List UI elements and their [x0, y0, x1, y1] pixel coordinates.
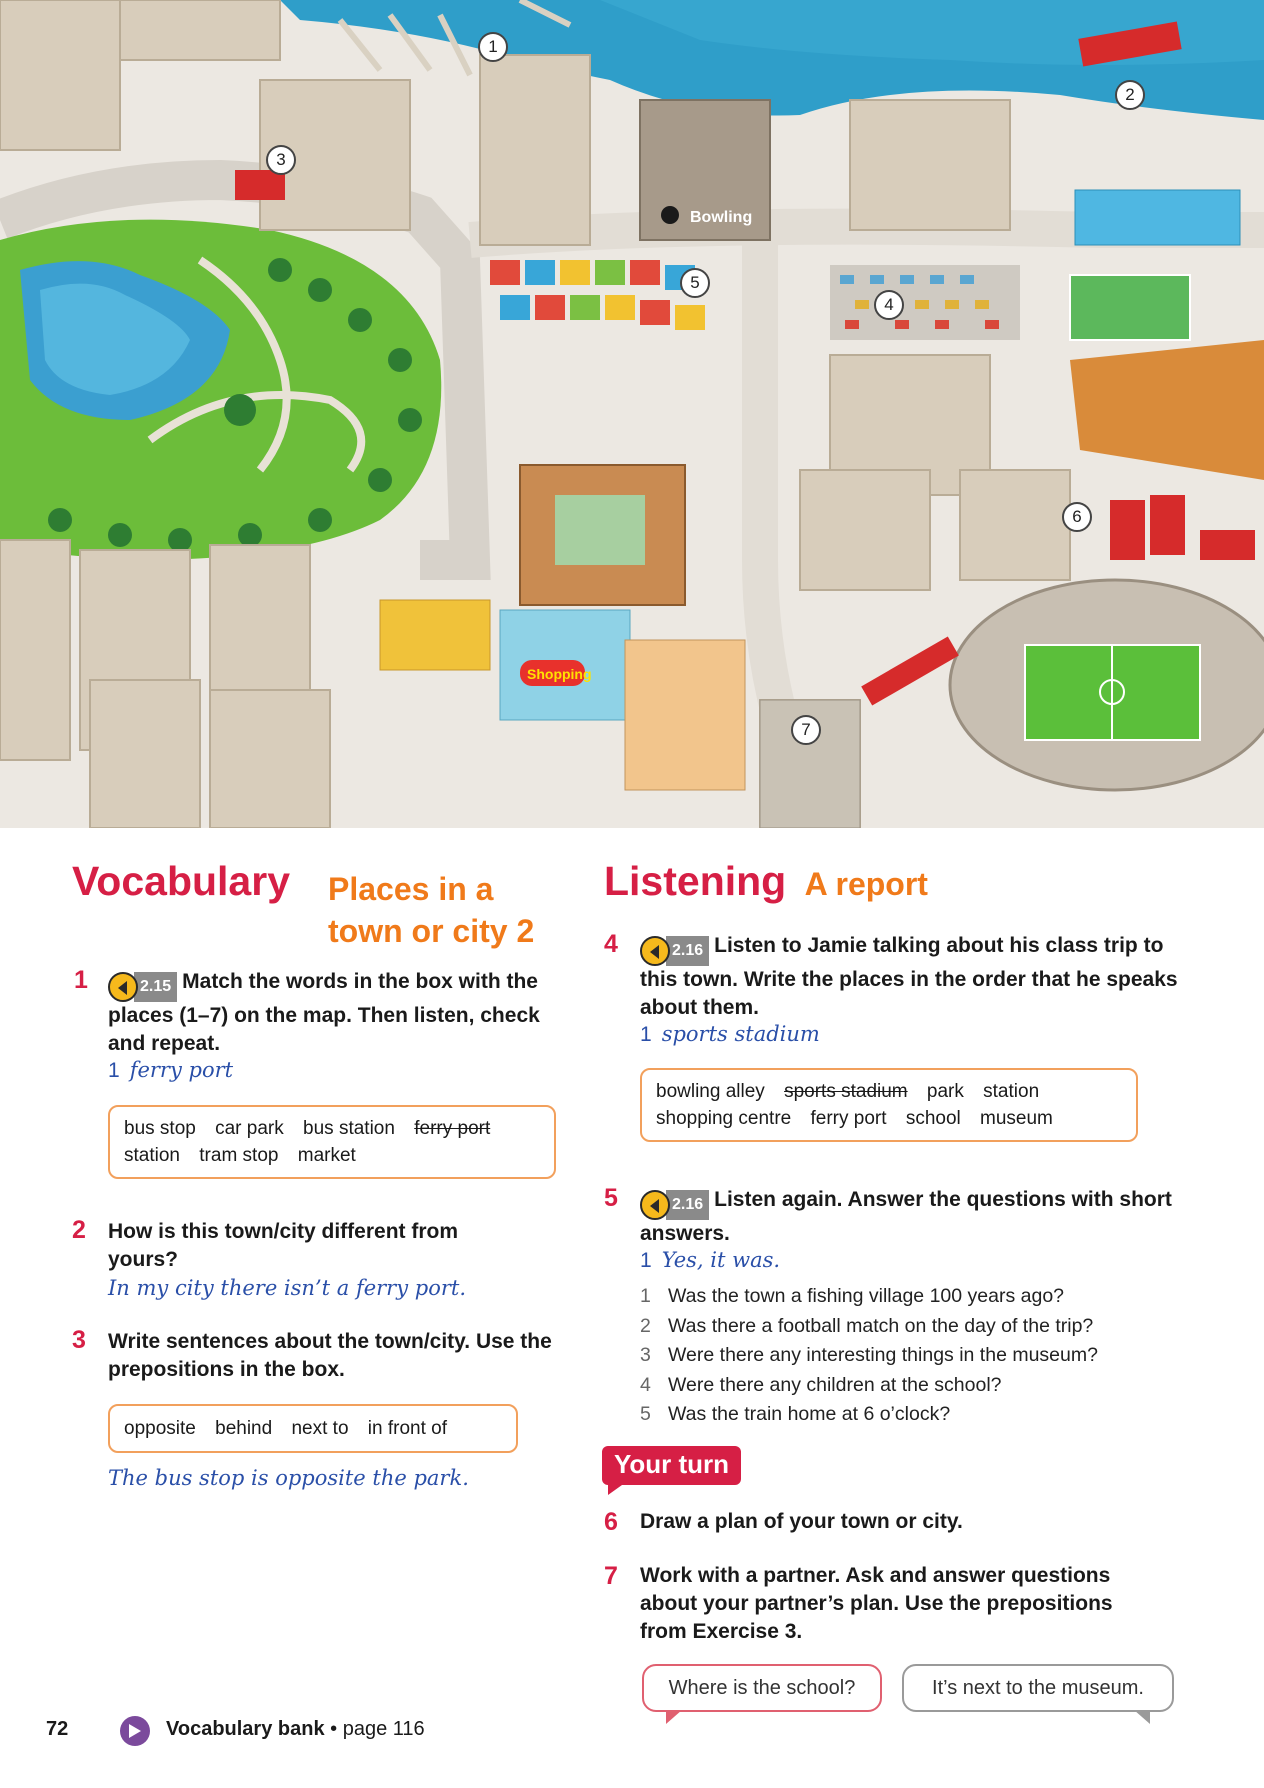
- map-marker-2: 2: [1115, 80, 1145, 110]
- audio-track-2-16-button[interactable]: [640, 936, 709, 966]
- listening-heading: [604, 858, 928, 905]
- preposition-behind: behind: [215, 1418, 273, 1439]
- map-drawing: [0, 0, 1264, 828]
- word-bus-station: bus station: [303, 1118, 395, 1139]
- vocabulary-subtitle: [328, 868, 534, 952]
- question-text: Was the town a fishing village 100 years ago?: [668, 1285, 1065, 1307]
- question-text: Were there any children at the school?: [668, 1373, 1002, 1396]
- town-map-illustration: [0, 0, 1264, 828]
- exercise-5-number: 5: [604, 1184, 618, 1212]
- list-item: [640, 1371, 1200, 1401]
- page-number: 72: [46, 1718, 69, 1740]
- exercise-7-instruction: Work with a partner. Ask and answer questions about your partner’s plan. Use the prepositions from Exercise 3.: [640, 1564, 1113, 1643]
- vocabulary-subtitle-line1: Places in a: [328, 871, 494, 907]
- question-list: [640, 1282, 1200, 1430]
- map-marker-7: 7: [791, 715, 821, 745]
- speech-bubble-question: Where is the school?: [642, 1664, 882, 1712]
- question-text: Was there a football match on the day of the trip?: [668, 1314, 1094, 1337]
- list-item: [640, 1282, 1200, 1312]
- vocabulary-bank-page: page 116: [342, 1718, 425, 1740]
- list-item: [640, 1400, 1200, 1430]
- exercise-5: [640, 1186, 1200, 1248]
- question-number: 5: [640, 1403, 651, 1425]
- word-box-exercise-4: [640, 1068, 1138, 1142]
- exercise-4-number: 4: [604, 930, 618, 958]
- vocabulary-title: Vocabulary: [72, 858, 290, 904]
- preposition-in-front-of: in front of: [367, 1418, 448, 1439]
- speech-bubble-answer: It’s next to the museum.: [902, 1664, 1174, 1712]
- vocabulary-bank-link[interactable]: [166, 1718, 425, 1741]
- exercise-4-example: [640, 1022, 820, 1047]
- exercise-3: [108, 1328, 568, 1384]
- example-number: 1: [640, 1249, 652, 1272]
- exercise-1-number: 1: [74, 966, 88, 994]
- exercise-2-example: In my city there isn’t a ferry port.: [108, 1276, 466, 1300]
- example-number: 1: [108, 1059, 120, 1082]
- question-number: 2: [640, 1314, 651, 1337]
- map-marker-5: 5: [680, 268, 710, 298]
- exercise-3-number: 3: [72, 1326, 86, 1354]
- question-text: Was the train home at 6 o’clock?: [668, 1403, 951, 1425]
- word-tram-stop: tram stop: [199, 1145, 279, 1166]
- exercise-3-instruction: Write sentences about the town/city. Use the prepositions in the box.: [108, 1330, 552, 1381]
- word-station: station: [983, 1081, 1040, 1102]
- track-number: 2.15: [134, 972, 177, 1002]
- map-marker-6: 6: [1062, 502, 1092, 532]
- example-answer: sports stadium: [661, 1022, 820, 1046]
- track-number: 2.16: [666, 1190, 709, 1220]
- word-bus-stop: bus stop: [124, 1118, 196, 1139]
- exercise-1: [108, 968, 568, 1058]
- your-turn-badge: Your turn: [602, 1446, 741, 1485]
- bowling-sign: Bowling: [690, 209, 753, 226]
- exercise-1-instruction: Match the words in the box with the places (1–7) on the map. Then listen, check and repeat.: [108, 970, 540, 1056]
- exercise-5-instruction: Listen again. Answer the questions with short answers.: [640, 1188, 1172, 1246]
- map-marker-1: 1: [478, 32, 508, 62]
- word-park: park: [926, 1081, 964, 1102]
- preposition-next-to: next to: [291, 1418, 349, 1439]
- exercise-2-number: 2: [72, 1216, 86, 1244]
- word-station: station: [124, 1145, 180, 1166]
- list-item: [640, 1312, 1200, 1342]
- word-bowling-alley: bowling alley: [656, 1081, 765, 1102]
- word-ferry-port: ferry port: [414, 1118, 491, 1139]
- exercise-4-instruction: Listen to Jamie talking about his class trip to this town. Write the places in the order that he speaks about them.: [640, 934, 1178, 1020]
- word-sports-stadium: sports stadium: [784, 1081, 908, 1102]
- exercise-6-number: 6: [604, 1508, 618, 1536]
- preposition-box: [108, 1404, 518, 1453]
- exercise-7: [640, 1562, 1160, 1646]
- exercise-7-number: 7: [604, 1562, 618, 1590]
- word-ferry-port: ferry port: [810, 1108, 887, 1129]
- exercise-3-example: The bus stop is opposite the park.: [108, 1466, 469, 1490]
- vocabulary-bank-label: Vocabulary bank: [166, 1718, 325, 1740]
- audio-track-2-15-button[interactable]: [108, 972, 177, 1002]
- exercise-2-instruction: How is this town/city different from yours?: [108, 1220, 459, 1271]
- question-text: Were there any interesting things in the museum?: [668, 1344, 1098, 1366]
- question-number: 4: [640, 1373, 651, 1396]
- map-marker-4: 4: [874, 290, 904, 320]
- word-market: market: [297, 1145, 356, 1166]
- vocabulary-subtitle-line2: town or city 2: [328, 913, 535, 949]
- arrow-right-icon: [120, 1716, 150, 1746]
- listening-subtitle: A report: [804, 866, 928, 902]
- exercise-6-instruction: Draw a plan of your town or city.: [640, 1510, 963, 1533]
- word-shopping-centre: shopping centre: [656, 1108, 792, 1129]
- exercise-1-example: [108, 1058, 233, 1083]
- shopping-sign: Shopping: [527, 666, 592, 682]
- question-number: 1: [640, 1285, 651, 1307]
- word-car-park: car park: [215, 1118, 284, 1139]
- track-number: 2.16: [666, 936, 709, 966]
- example-answer: Yes, it was.: [661, 1248, 781, 1272]
- preposition-opposite: opposite: [124, 1418, 196, 1439]
- footer-separator: •: [330, 1718, 338, 1740]
- exercise-5-example: [640, 1248, 780, 1273]
- example-answer: ferry port: [129, 1058, 234, 1082]
- question-number: 3: [640, 1344, 651, 1366]
- vocabulary-heading: [72, 858, 290, 905]
- example-number: 1: [640, 1023, 652, 1046]
- exercise-4: [640, 932, 1200, 1022]
- exercise-6: [640, 1508, 1200, 1536]
- listening-title: Listening: [604, 858, 787, 904]
- word-school: school: [905, 1108, 961, 1129]
- word-box-exercise-1: [108, 1105, 556, 1179]
- word-museum: museum: [980, 1108, 1053, 1129]
- audio-track-2-16-again-button[interactable]: [640, 1190, 709, 1220]
- list-item: [640, 1341, 1200, 1371]
- map-marker-3: 3: [266, 145, 296, 175]
- exercise-2: [108, 1218, 528, 1274]
